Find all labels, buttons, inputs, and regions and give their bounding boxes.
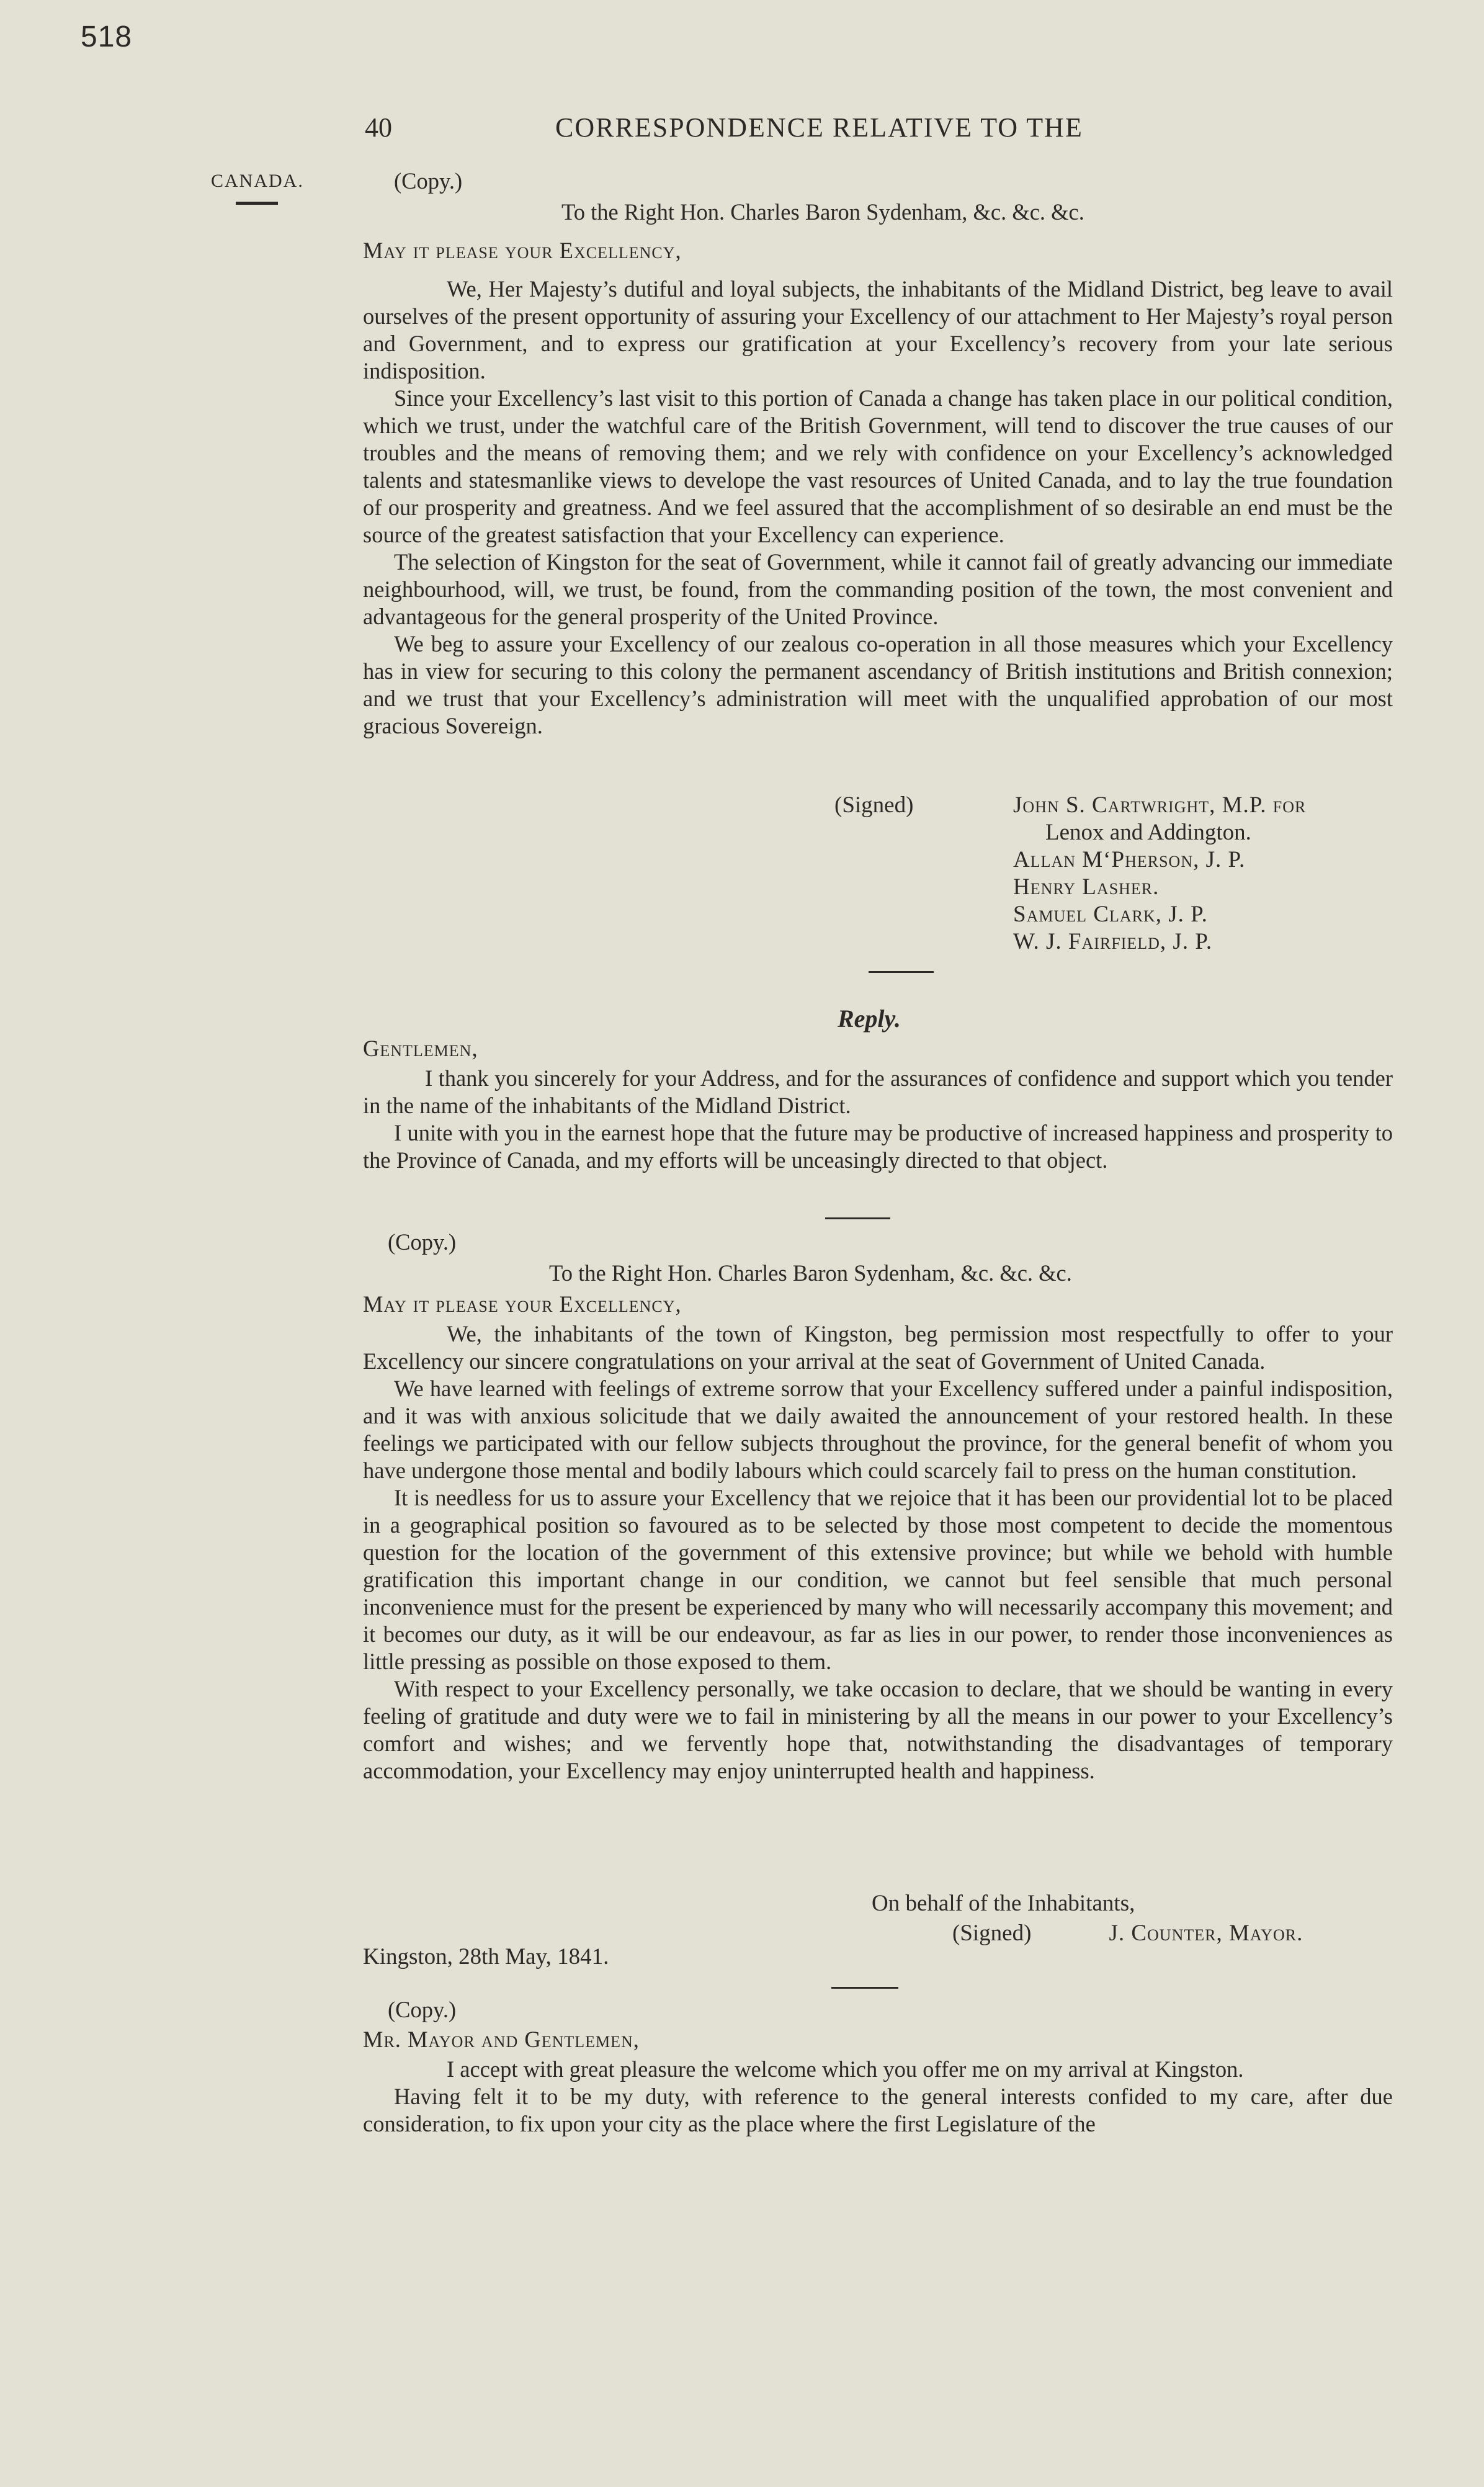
copy-label: (Copy.) [388, 1229, 457, 1255]
address-paragraph: We, the inhabitants of the town of Kingston, beg permission most respectfully to offer to your Excellency our sincere congratulations on your arrival at the seat of Government of United Canada. [363, 1321, 1393, 1374]
signed-label: (Signed) [952, 1920, 1032, 1946]
address-salutation: May it please your Excellency, [363, 1291, 682, 1317]
signature-line [952, 1920, 1303, 1947]
address-1 [363, 168, 1393, 740]
address-paragraph: We beg to assure your Excellency of our zealous co-operation in all those measures which your Excellency has in view for securing to this colony the permanent ascendancy of British institutions and British connexion; and we trust that your Excellency’s administration will meet with the unqualified approbation of our most gracious Sovereign. [363, 631, 1393, 738]
on-behalf: On behalf of the Inhabitants, [872, 1891, 1135, 1916]
signatory: Allan M‘Pherson, J. P. [1013, 847, 1246, 872]
margin-dash [236, 202, 278, 205]
signatory: Lenox and Addington. [1045, 820, 1251, 845]
signatory: J. Counter, Mayor. [1109, 1920, 1303, 1946]
address-recipient: To the Right Hon. Charles Baron Sydenham, &c. &c. &c. [549, 1260, 1072, 1286]
address-paragraph: With respect to your Excellency personally, we take occasion to declare, that we should be wanting in every feeling of gratitude and duty were we to fail in ministering by all the means in our power to your Excellency’s comfort and wishes; and we fervently hope that, notwithstanding the disadvantages of temporary accommodation, your Excellency may enjoy uninterrupted health and happiness. [363, 1676, 1393, 1783]
address-paragraph: The selection of Kingston for the seat of Government, while it cannot fail of greatly advancing our immediate neighbourhood, will, we trust, be found, from the commanding position of the town, the most convenient and advantageous for the general prosperity of the United Province. [363, 549, 1393, 629]
reply-salutation: Gentlemen, [363, 1036, 478, 1061]
address-paragraph: We have learned with feelings of extreme sorrow that your Excellency suffered under a painful indisposition, and it was with anxious solicitude that we daily awaited the announcement of your restored health. In these feelings we participated with our fellow subjects throughout the province, for the general benefit of whom you have undergone those mental and bodily labours which could scarcely fail to press on the human constitution. [363, 1376, 1393, 1483]
address-salutation: May it please your Excellency, [363, 238, 682, 263]
header-title: CORRESPONDENCE RELATIVE TO THE [555, 112, 1083, 143]
header-page-number: 40 [365, 112, 392, 143]
reply-2 [363, 1996, 1393, 2138]
reply-heading: Reply. [838, 1005, 901, 1033]
address-paragraph: We, Her Majesty’s dutiful and loyal subjects, the inhabitants of the Midland District, beg leave to avail ourselves of the present opportunity of assuring your Excellency of our attachment to Her Majesty’s royal person and Government, and to express our gratification at your Excellency’s recovery from your late serious indisposition. [363, 276, 1393, 383]
signature-block [834, 792, 1306, 956]
copy-label: (Copy.) [394, 168, 463, 194]
reply-paragraph: I unite with you in the earnest hope that the future may be productive of increased happiness and prosperity to the Province of Canada, and my efforts will be unceasingly directed to that object. [363, 1120, 1393, 1173]
section-divider [825, 1217, 890, 1219]
signatory: Samuel Clark, J. P. [1013, 902, 1208, 927]
page-number: 518 [81, 20, 133, 53]
signatory: John S. Cartwright, M.P. for [1013, 792, 1307, 818]
signed-label: (Signed) [834, 792, 914, 818]
address-paragraph: Since your Excellency’s last visit to this portion of Canada a change has taken place in our political condition, which we trust, under the watchful care of the British Government, will tend to discover the true causes of our troubles and the means of removing them; and we rely with confidence on your Excellency’s acknowledged talents and statesmanlike views to develope the vast resources of United Canada, and to lay the true foundation of our prosperity and greatness. And we feel assured that the accomplishment of so desirable an end must be the source of the greatest satisfaction that your Excellency can experience. [363, 385, 1393, 547]
copy-label: (Copy.) [388, 1997, 457, 2022]
signatory: Henry Lasher. [1013, 874, 1160, 900]
address-recipient: To the Right Hon. Charles Baron Sydenham, &c. &c. &c. [561, 199, 1084, 225]
reply-1 [363, 1035, 1393, 1174]
section-divider [831, 1987, 898, 1989]
reply-paragraph: I accept with great pleasure the welcome which you offer me on my arrival at Kingston. [447, 2056, 1244, 2082]
section-divider [869, 971, 934, 973]
address-date: Kingston, 28th May, 1841. [363, 1944, 609, 1969]
address-2 [363, 1229, 1393, 1785]
reply-salutation: Mr. Mayor and Gentlemen, [363, 2027, 640, 2052]
reply-paragraph: Having felt it to be my duty, with reference to the general interests confided to my care, after due consideration, to fix upon your city as the place where the first Legislature of the [363, 2084, 1393, 2136]
reply-paragraph: I thank you sincerely for your Address, and for the assurances of confidence and support which you tender in the name of the inhabitants of the Midland District. [363, 1065, 1393, 1118]
address-paragraph: It is needless for us to assure your Excellency that we rejoice that it has been our providential lot to be placed in a geographical position so favoured as to be selected by those most competent to decide the momentous question for the location of the government of this extensive province; but while we behold with humble gratification this important change in our condition, we cannot but feel sensible that much personal inconvenience must for the present be experienced by many who will necessarily accompany this movement; and it becomes our duty, as it will be our endeavour, as far as lies in our power, to render those inconveniences as little pressing as possible on those exposed to them. [363, 1485, 1393, 1674]
signatory: W. J. Fairfield, J. P. [1013, 929, 1213, 954]
margin-note: CANADA. [211, 171, 304, 191]
